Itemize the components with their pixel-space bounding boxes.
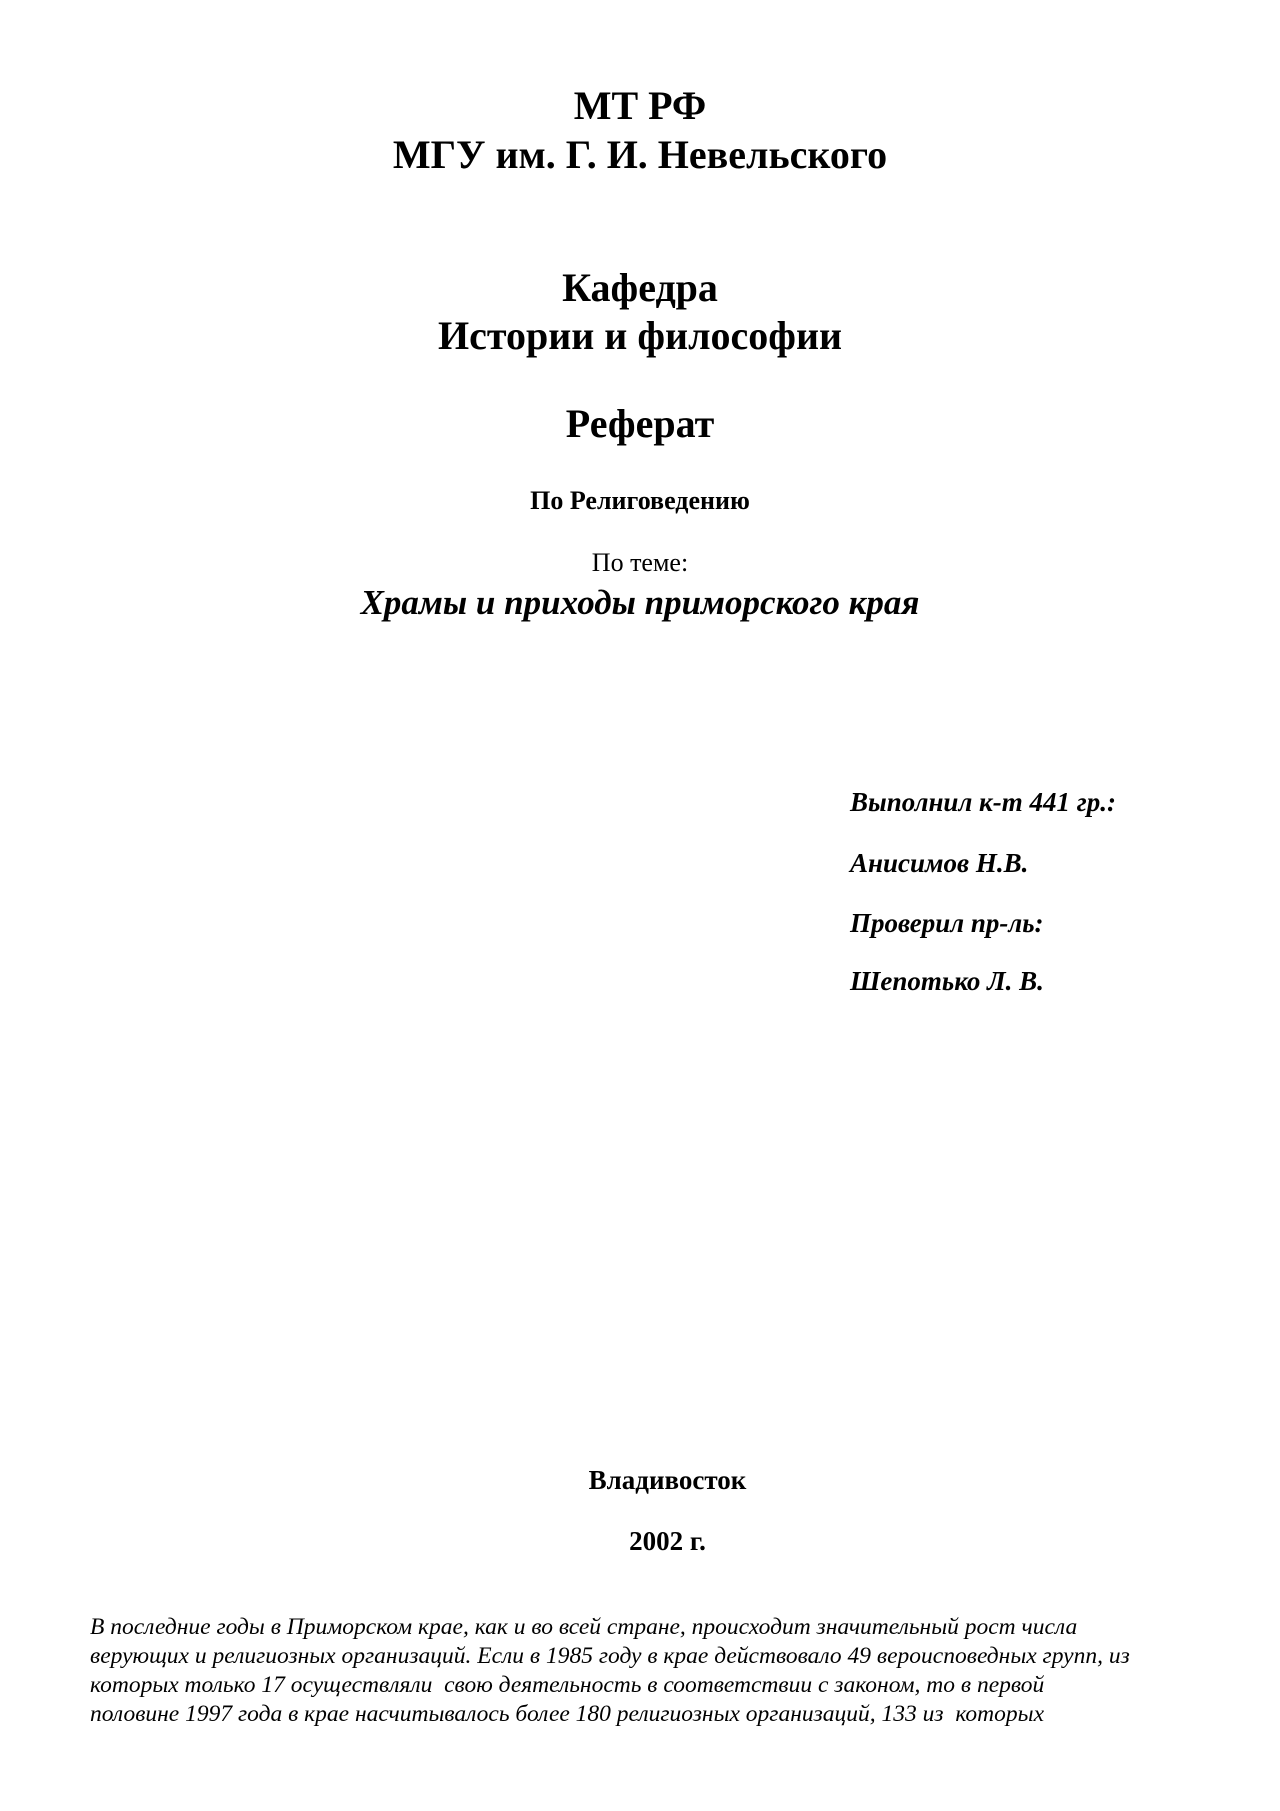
teacher-name: Шепотько Л. В. <box>850 966 1044 996</box>
topic-title: Храмы и приходы приморского края <box>360 583 920 622</box>
document-type: Реферат <box>565 401 715 446</box>
department-name: Истории и философии <box>437 313 843 358</box>
department-label: Кафедра <box>562 265 718 310</box>
year: 2002 г. <box>629 1526 706 1556</box>
city: Владивосток <box>588 1465 747 1495</box>
topic-label: По теме: <box>591 548 689 577</box>
body-paragraph <box>90 1613 1190 1729</box>
performed-by-label: Выполнил к-т 441 гр.: <box>850 787 1116 817</box>
student-name: Анисимов Н.В. <box>850 848 1029 878</box>
checked-by-label: Проверил пр-ль: <box>850 908 1044 938</box>
paragraph-line: верующих и религиозных организаций. Если в 1985 году в крае действовало 49 вероисповедных групп, из <box>90 1643 1130 1669</box>
ministry-title: МТ РФ <box>573 83 707 128</box>
paragraph-line: которых только 17 осуществляли свою деятельность в соответствии с законом, то в первой <box>90 1672 1045 1698</box>
university-title: МГУ им. Г. И. Невельского <box>392 132 888 177</box>
subject: По Религоведению <box>530 486 750 515</box>
paragraph-line: половине 1997 года в крае насчитывалось более 180 религиозных организаций, 133 из которых <box>90 1701 1044 1727</box>
paragraph-line: В последние годы в Приморском крае, как и во всей стране, происходит значительный рост числа <box>90 1614 1078 1640</box>
